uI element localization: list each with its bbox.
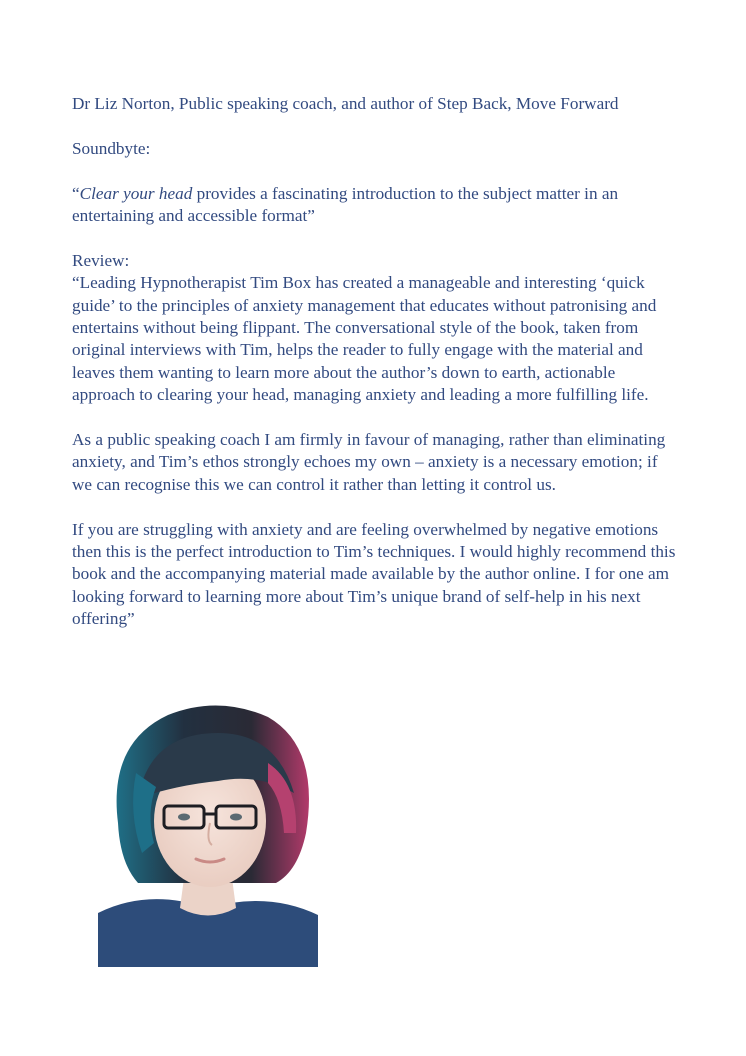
quote-open-mark: “ bbox=[72, 183, 80, 203]
document-text bbox=[72, 93, 677, 653]
review-label: Review: bbox=[72, 250, 130, 270]
author-photo bbox=[98, 703, 318, 967]
soundbyte-label: Soundbyte: bbox=[72, 138, 151, 158]
review-paragraph-3: If you are struggling with anxiety and are feeling overwhelmed by negative emotions then this is the perfect introduction to Tim’s techniques. I would highly recommend this book and the accompanying material made available by the author online. I for one am looking forward to learning more about Tim’s unique brand of self-help in his next offering” bbox=[72, 519, 676, 629]
soundbyte-quote bbox=[72, 183, 677, 228]
review-paragraph-2: As a public speaking coach I am firmly in favour of managing, rather than eliminating anxiety, and Tim’s ethos strongly echoes my own – anxiety is a necessary emotion; if we can recognise this we can control it rather than letting it control us. bbox=[72, 430, 666, 494]
book-title: Clear your head bbox=[79, 183, 193, 203]
review-paragraph-1: “Leading Hypnotherapist Tim Box has created a manageable and interesting ‘quick guide’ to the principles of anxiety management that educates without patronising and entertains without being flippant. The conversational style of the book, taken from original interviews with Tim, helps the reader to fully engage with the material and leaves them wanting to learn more about the author’s down to earth, actionable approach to clearing your head, managing anxiety and leading a more fulfilling life. bbox=[72, 273, 657, 405]
author-line: Dr Liz Norton, Public speaking coach, and author of Step Back, Move Forward bbox=[72, 94, 619, 113]
soundbyte-quote-text: provides a fascinating introduction to the subject matter in an entertaining and accessible format” bbox=[72, 183, 619, 225]
